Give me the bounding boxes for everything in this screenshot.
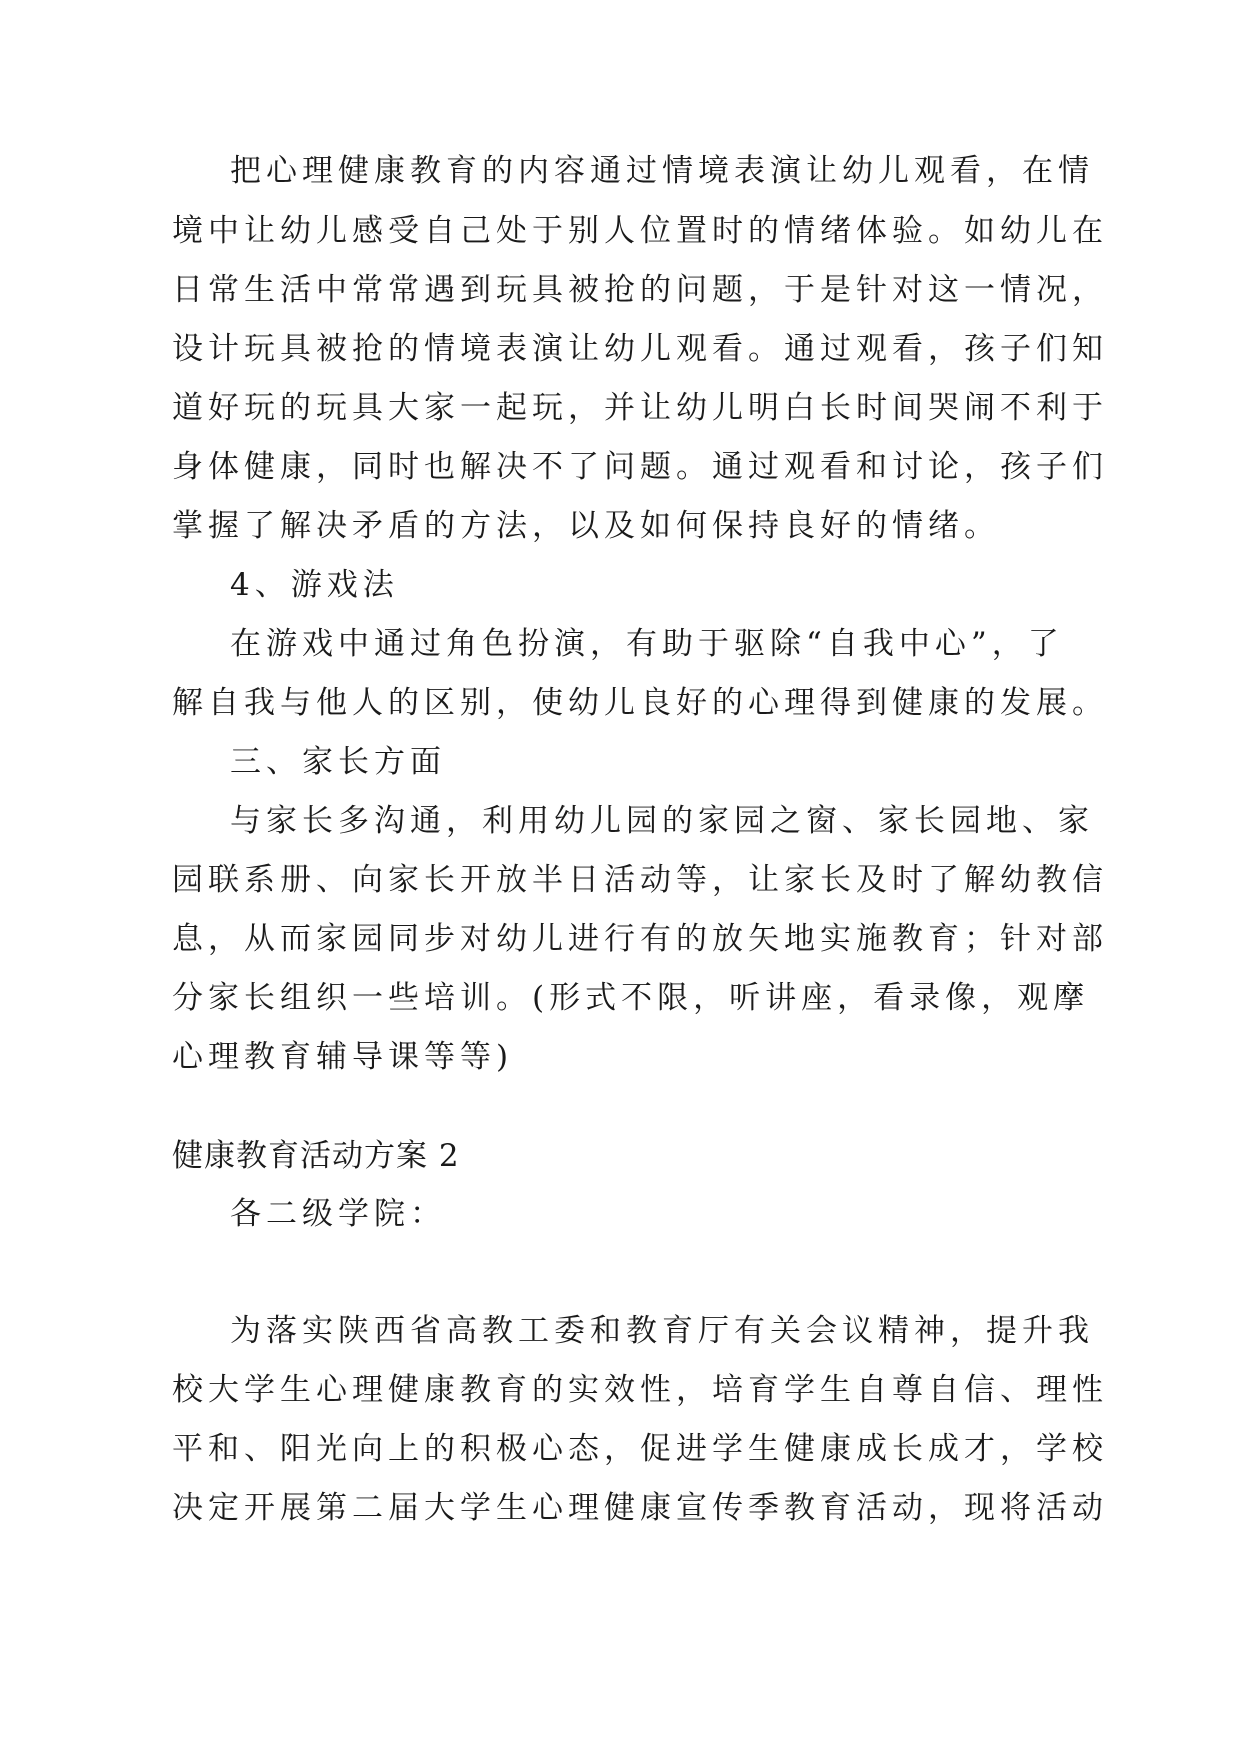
paragraph-line: 决定开展第二届大学生心理健康宣传季教育活动，现将活动 (172, 1490, 1108, 1526)
paragraph-line: 掌握了解决矛盾的方法，以及如何保持良好的情绪。 (172, 508, 1000, 544)
paragraph-line: 心理教育辅导课等等) (172, 1039, 514, 1075)
paragraph-line: 境中让幼儿感受自己处于别人位置时的情绪体验。如幼儿在 (172, 213, 1108, 249)
section-heading: 三、家长方面 (230, 744, 446, 780)
salutation: 各二级学院： (230, 1196, 446, 1232)
paragraph-line: 与家长多沟通，利用幼儿园的家园之窗、家长园地、家 (230, 803, 1094, 839)
paragraph-line: 把心理健康教育的内容通过情境表演让幼儿观看，在情 (230, 153, 1094, 189)
section-heading: 4、游戏法 (230, 567, 399, 603)
paragraph-line: 平和、阳光向上的积极心态，促进学生健康成长成才，学校 (172, 1431, 1108, 1467)
paragraph-line: 解自我与他人的区别，使幼儿良好的心理得到健康的发展。 (172, 685, 1108, 721)
paragraph-line: 在游戏中通过角色扮演，有助于驱除“自我中心”，了 (230, 626, 1064, 662)
paragraph-line: 息，从而家园同步对幼儿进行有的放矢地实施教育；针对部 (172, 921, 1108, 957)
paragraph-line: 道好玩的玩具大家一起玩，并让幼儿明白长时间哭闹不利于 (172, 390, 1108, 426)
paragraph-line: 为落实陕西省高教工委和教育厅有关会议精神，提升我 (230, 1313, 1094, 1349)
paragraph-line: 园联系册、向家长开放半日活动等，让家长及时了解幼教信 (172, 862, 1108, 898)
paragraph-line: 校大学生心理健康教育的实效性，培育学生自尊自信、理性 (172, 1372, 1108, 1408)
paragraph-line: 身体健康，同时也解决不了问题。通过观看和讨论，孩子们 (172, 449, 1108, 485)
paragraph-line: 设计玩具被抢的情境表演让幼儿观看。通过观看，孩子们知 (172, 331, 1108, 367)
paragraph-line: 日常生活中常常遇到玩具被抢的问题，于是针对这一情况， (172, 272, 1108, 308)
paragraph-line: 分家长组织一些培训。(形式不限，听讲座，看录像，观摩 (172, 980, 1090, 1016)
document-title: 健康教育活动方案 2 (172, 1138, 460, 1174)
